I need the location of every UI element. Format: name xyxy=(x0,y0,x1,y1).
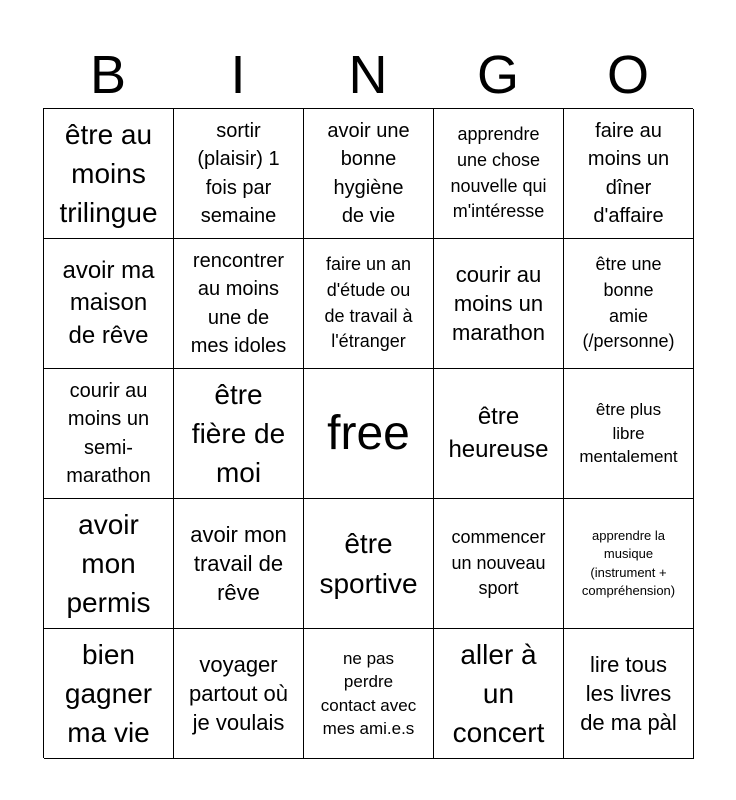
bingo-cell-r2c1[interactable] xyxy=(174,369,304,499)
bingo-cell-r4c4[interactable] xyxy=(564,629,694,759)
bingo-cell-r1c1[interactable] xyxy=(174,239,304,369)
bingo-cell-r2c0[interactable] xyxy=(44,369,174,499)
bingo-cell-r2c3[interactable] xyxy=(434,369,564,499)
cell-text: bien gagner ma vie xyxy=(64,638,153,749)
cell-text: lire tous les livres de ma pàl xyxy=(580,651,677,736)
bingo-cell-r1c2[interactable] xyxy=(304,239,434,369)
bingo-cell-r3c3[interactable] xyxy=(434,499,564,629)
cell-text: être sportive xyxy=(319,528,418,599)
bingo-cell-free[interactable] xyxy=(304,369,434,499)
header-letter-n: N xyxy=(348,45,388,105)
cell-text: apprendre une chose nouvelle qui m'intéresse xyxy=(450,124,547,222)
cell-text: courir au moins un marathon xyxy=(452,261,545,346)
bingo-cell-r4c1[interactable] xyxy=(174,629,304,759)
cell-text: courir au moins un semi- marathon xyxy=(66,379,151,487)
bingo-cell-r0c3[interactable] xyxy=(434,109,564,239)
header-letter-o: O xyxy=(606,45,649,105)
cell-text: faire un an d'étude ou de travail à l'étranger xyxy=(324,254,413,352)
bingo-cell-r4c3[interactable] xyxy=(434,629,564,759)
bingo-cell-r4c0[interactable] xyxy=(44,629,174,759)
bingo-cell-r3c2[interactable] xyxy=(304,499,434,629)
bingo-cell-r3c4[interactable] xyxy=(564,499,694,629)
cell-text: être une bonne amie (/personne) xyxy=(582,254,675,352)
bingo-cell-r1c4[interactable] xyxy=(564,239,694,369)
bingo-cell-r0c1[interactable] xyxy=(174,109,304,239)
bingo-cell-r4c2[interactable] xyxy=(304,629,434,759)
cell-text: sortir (plaisir) 1 fois par semaine xyxy=(197,119,280,227)
cell-text: avoir ma maison de rêve xyxy=(62,256,155,349)
cell-text: être heureuse xyxy=(448,403,549,463)
cell-text: avoir mon permis xyxy=(66,508,151,619)
cell-text: être plus libre mentalement xyxy=(579,400,678,467)
cell-text: apprendre la musique (instrument + compréhension) xyxy=(581,527,676,598)
header-letter-g: G xyxy=(476,45,519,105)
bingo-cell-r1c3[interactable] xyxy=(434,239,564,369)
cell-text: faire au moins un dîner d'affaire xyxy=(587,119,670,227)
cell-text: voyager partout où je voulais xyxy=(188,651,289,736)
bingo-cell-r1c0[interactable] xyxy=(44,239,174,369)
cell-text: commencer un nouveau sport xyxy=(451,527,546,599)
bingo-cell-r0c0[interactable] xyxy=(44,109,174,239)
header-letter-b: B xyxy=(89,45,127,105)
bingo-header xyxy=(43,42,693,108)
free-space-label: free xyxy=(327,406,410,460)
bingo-cell-r0c4[interactable] xyxy=(564,109,694,239)
bingo-cell-r0c2[interactable] xyxy=(304,109,434,239)
cell-text: aller à un concert xyxy=(452,638,545,749)
cell-text: avoir mon travail de rêve xyxy=(190,521,287,606)
bingo-cell-r2c4[interactable] xyxy=(564,369,694,499)
cell-text: rencontrer au moins une de mes idoles xyxy=(190,249,287,357)
cell-text: ne pas perdre contact avec mes ami.e.s xyxy=(320,648,417,738)
bingo-card xyxy=(43,108,693,758)
bingo-cell-r3c1[interactable] xyxy=(174,499,304,629)
cell-text: être fière de moi xyxy=(191,378,286,489)
header-letter-i: I xyxy=(230,45,246,105)
bingo-cell-r3c0[interactable] xyxy=(44,499,174,629)
cell-text: être au moins trilingue xyxy=(59,118,158,229)
cell-text: avoir une bonne hygiène de vie xyxy=(327,119,410,227)
